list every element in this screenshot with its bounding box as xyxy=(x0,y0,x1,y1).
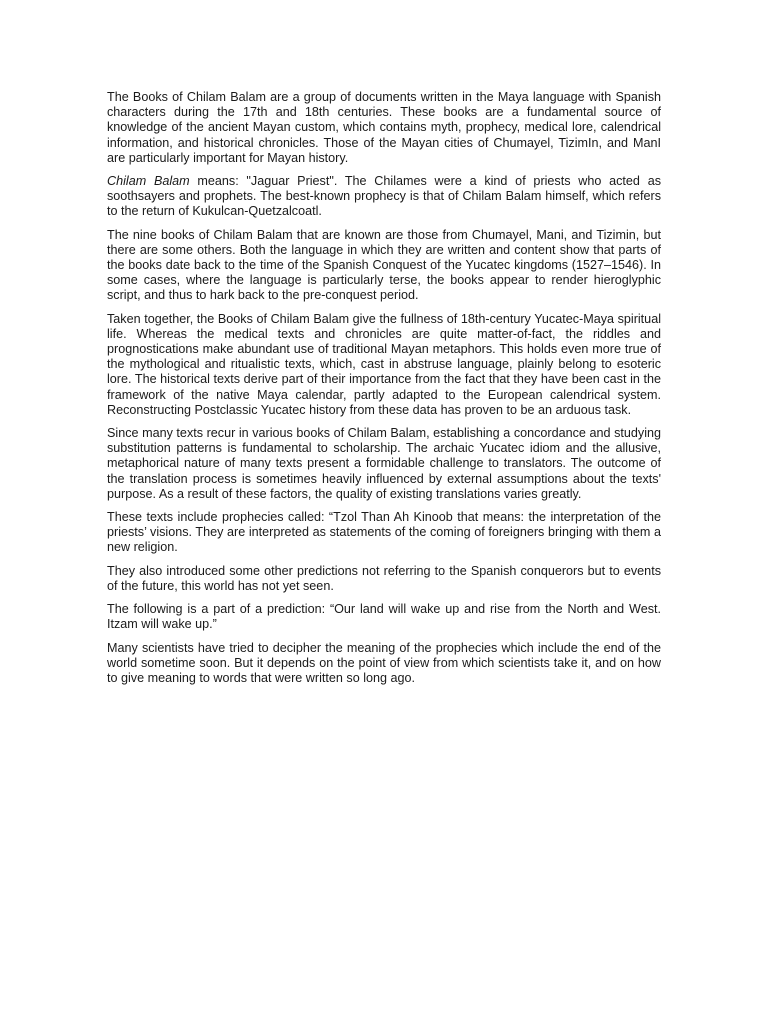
paragraph-4 xyxy=(107,312,661,418)
paragraph-8 xyxy=(107,602,661,632)
paragraph-4-text: Taken together, the Books of Chilam Balam give the fullness of 18th-century Yucatec-Maya spiritual life. Whereas the medical texts and chronicles are quite matter-of-fact, the riddles and prognostications make abundant use of traditional Mayan metaphors. This holds even more true of the mythological and ritualistic texts, which, cast in abstruse language, plainly belong to esoteric lore. The historical texts derive part of their importance from the fact that they have been cast in the framework of the native Maya calendar, partly adapted to the European calendrical system. Reconstructing Postclassic Yucatec history from these data has proven to be an arduous task. xyxy=(107,311,661,417)
paragraph-5 xyxy=(107,426,661,502)
paragraph-3 xyxy=(107,228,661,304)
paragraph-8-text: The following is a part of a prediction: “Our land will wake up and rise from the North and West. Itzam will wake up.” xyxy=(107,602,661,632)
paragraph-9-text: Many scientists have tried to decipher the meaning of the prophecies which include the end of the world sometime soon. But it depends on the point of view from which scientists take it, and on how to give meaning to words that were written so long ago. xyxy=(107,640,661,685)
document-page xyxy=(107,90,661,694)
paragraph-2 xyxy=(107,174,661,220)
paragraph-2-italic-lead: Chilam Balam xyxy=(107,174,190,189)
paragraph-7 xyxy=(107,564,661,594)
paragraph-6-text: These texts include prophecies called: “Tzol Than Ah Kinoob that means: the interpretation of the priests’ visions. They are interpreted as statements of the coming of foreigners bringing with them a new religion. xyxy=(107,510,661,555)
paragraph-6 xyxy=(107,510,661,556)
paragraph-1-text: The Books of Chilam Balam are a group of documents written in the Maya language with Spanish characters during the 17th and 18th centuries. These books are a fundamental source of knowledge of the ancient Mayan custom, which contains myth, prophecy, medical lore, calendrical information, and historical chronicles. Those of the Mayan cities of Chumayel, TizimIn, and ManI are particularly important for Mayan history. xyxy=(107,90,661,165)
paragraph-2-text: means: "Jaguar Priest". The Chilames were a kind of priests who acted as soothsayers and prophets. The best-known prophecy is that of Chilam Balam himself, which refers to the return of Kukulcan-Quetzalcoatl. xyxy=(107,174,661,219)
paragraph-3-text: The nine books of Chilam Balam that are known are those from Chumayel, Mani, and Tizimin, but there are some others. Both the language in which they are written and content show that parts of the books date back to the time of the Spanish Conquest of the Yucatec kingdoms (1527–1546). In some cases, where the language is particularly terse, the books appear to render hieroglyphic script, and thus to hark back to the pre-conquest period. xyxy=(107,227,661,303)
paragraph-1 xyxy=(107,90,661,166)
paragraph-7-text: They also introduced some other predictions not referring to the Spanish conquerors but to events of the future, this world has not yet seen. xyxy=(107,563,661,593)
paragraph-5-text: Since many texts recur in various books of Chilam Balam, establishing a concordance and studying substitution patterns is fundamental to scholarship. The archaic Yucatec idiom and the allusive, metaphorical nature of many texts present a formidable challenge to translators. The outcome of the translation process is sometimes heavily influenced by external assumptions about the texts' purpose. As a result of these factors, the quality of existing translations varies greatly. xyxy=(107,426,661,501)
paragraph-9 xyxy=(107,641,661,687)
